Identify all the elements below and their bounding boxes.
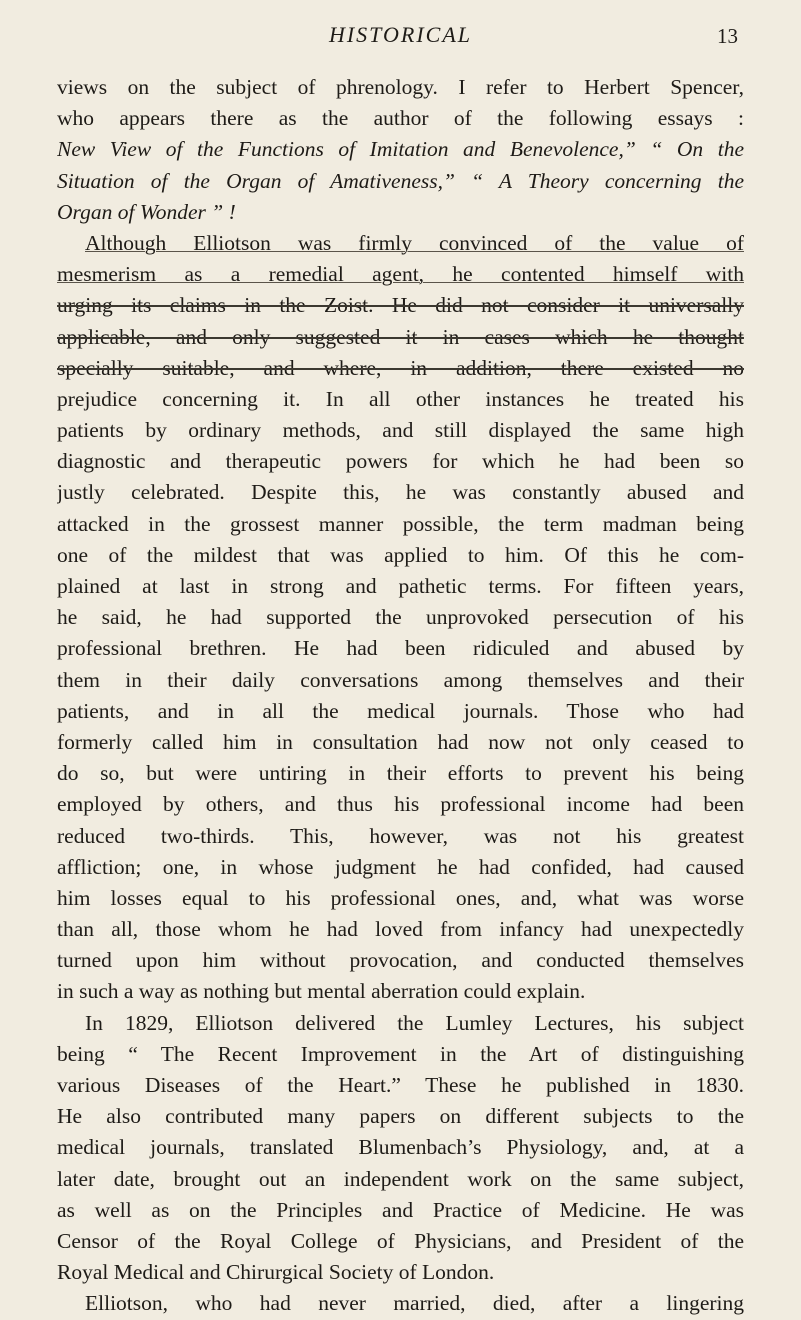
text-line: employed by others, and thus his professional income had been (57, 792, 744, 817)
text-line: in such a way as nothing but mental aberration could explain. (57, 979, 586, 1004)
running-header (0, 18, 801, 58)
text-line: formerly called him in consultation had now not only ceased to (57, 729, 744, 754)
text-line: them in their daily conversations among themselves and their (57, 667, 744, 692)
text-line: attacked in the grossest manner possible, the term madman being (57, 511, 744, 536)
text-line: Elliotson, who had never married, died, after a lingering (85, 1291, 744, 1316)
text-line: as well as on the Principles and Practice of Medicine. He was (57, 1197, 744, 1222)
page-number: 13 (717, 24, 738, 48)
text-line: one of the mildest that was applied to him. Of this he com- (57, 542, 744, 567)
text-line: patients by ordinary methods, and still displayed the same high (57, 418, 744, 443)
text-line: applicable, and only suggested it in cases which he thought (57, 324, 744, 349)
text-line: do so, but were untiring in their efforts to prevent his being (57, 761, 744, 786)
text-line: urging its claims in the Zoist. He did not consider it universally (57, 293, 744, 318)
text-line: later date, brought out an independent work on the same subject, (57, 1166, 744, 1191)
text-line: specially suitable, and where, in addition, there existed no (57, 355, 744, 380)
text-line: patients, and in all the medical journals. Those who had (57, 698, 744, 723)
text-line: views on the subject of phrenology. I refer to Herbert Spencer, (57, 75, 744, 99)
text-line: he said, he had supported the unprovoked persecution of his (57, 605, 744, 630)
text-line: professional brethren. He had been ridiculed and abused by (57, 636, 744, 661)
text-line: prejudice concerning it. In all other instances he treated his (57, 386, 744, 411)
text-line: Censor of the Royal College of Physicians, and President of the (57, 1228, 744, 1253)
text-line: Although Elliotson was firmly convinced of the value of (85, 230, 744, 255)
text-line: than all, those whom he had loved from infancy had unexpectedly (57, 917, 744, 942)
text-line: He also contributed many papers on different subjects to the (57, 1104, 744, 1129)
text-line: various Diseases of the Heart.” These he published in 1830. (57, 1073, 744, 1097)
text-line: reduced two-thirds. This, however, was not his greatest (57, 823, 744, 848)
text-line: New View of the Functions of Imitation and Benevolence,” “ On the (57, 137, 744, 162)
text-line: justly celebrated. Despite this, he was constantly abused and (57, 480, 744, 505)
text-line: Situation of the Organ of Amativeness,” “ A Theory concerning the (57, 168, 744, 193)
text-line: plained at last in strong and pathetic terms. For fifteen years, (57, 574, 744, 598)
text-line: being “ The Recent Improvement in the Art of distinguishing (57, 1041, 744, 1066)
text-line: medical journals, translated Blumenbach’s Physiology, and, at a (57, 1135, 744, 1160)
text-line: diagnostic and therapeutic powers for which he had been so (57, 449, 744, 474)
text-line: Royal Medical and Chirurgical Society of London. (57, 1260, 495, 1285)
text-line: In 1829, Elliotson delivered the Lumley Lectures, his subject (85, 1010, 744, 1035)
text-line: affliction; one, in whose judgment he had confided, had caused (57, 854, 744, 879)
text-line: mesmerism as a remedial agent, he contented himself with (57, 262, 744, 287)
body-text (57, 72, 744, 1320)
text-line: turned upon him without provocation, and conducted themselves (57, 948, 744, 973)
text-line: him losses equal to his professional ones, and, what was worse (57, 885, 744, 910)
text-line: Organ of Wonder ” ! (57, 199, 236, 224)
text-line: who appears there as the author of the following essays : (57, 106, 744, 131)
running-title: HISTORICAL (328, 22, 473, 47)
